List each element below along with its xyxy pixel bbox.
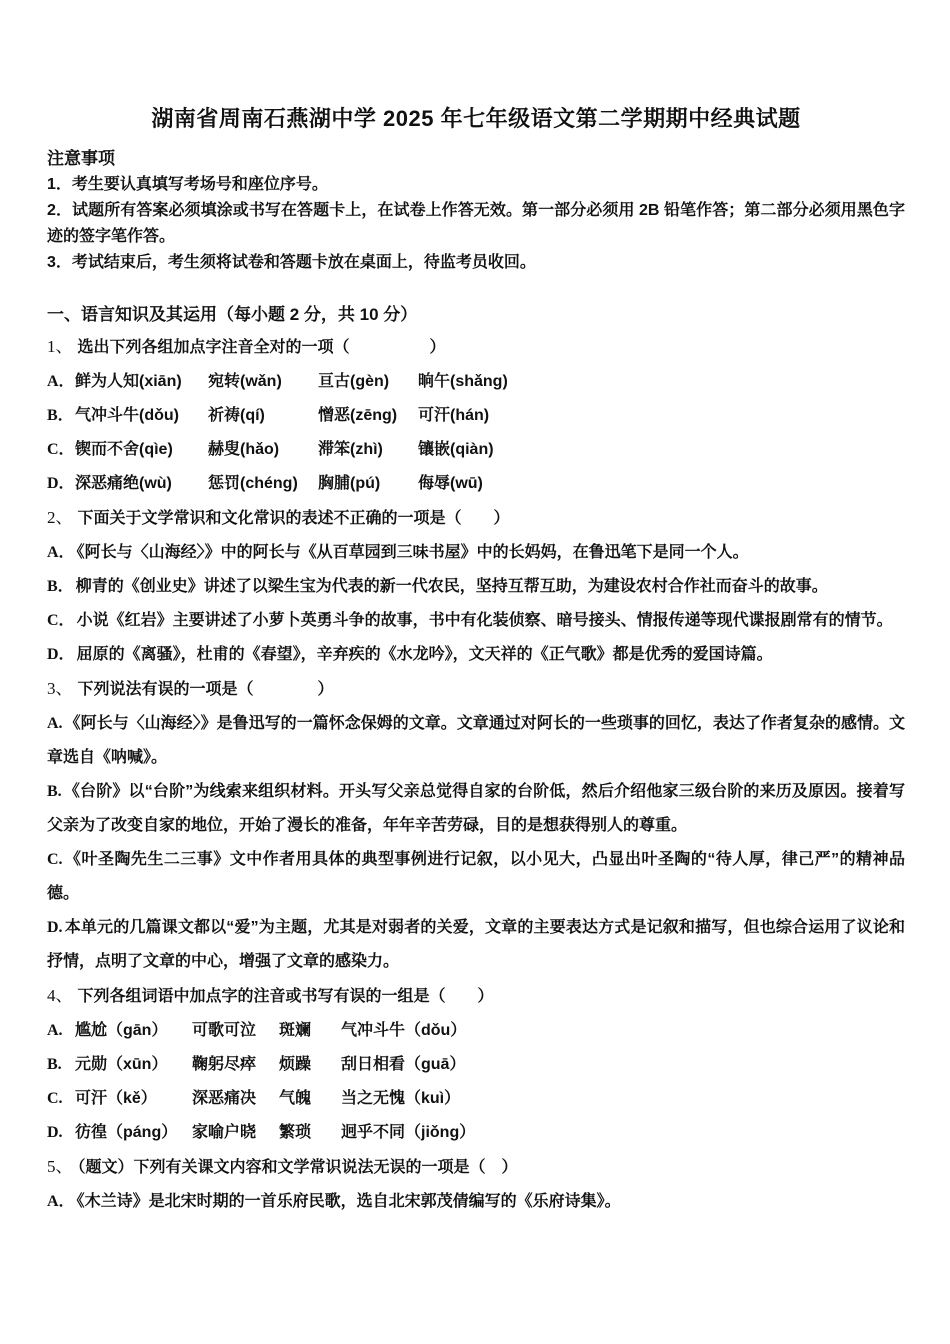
option-term: 可汗(hán) — [418, 407, 490, 424]
question-2-stem-text: 下面关于文学常识和文化常识的表述不正确的一项是（ ） — [77, 510, 510, 527]
option-term: 宛转(wǎn) — [208, 373, 282, 390]
option-label: C． — [47, 441, 75, 458]
option-term: 当之无愧（kuì） — [341, 1090, 461, 1107]
notice-item-1: 1．考生要认真填写考场号和座位序号。 — [47, 176, 328, 193]
option-label: D． — [47, 475, 75, 492]
notice-heading: 注意事项 — [47, 149, 115, 168]
option-term: 胸脯(pú) — [318, 475, 381, 492]
question-4-option-c — [47, 1082, 905, 1116]
option-term: 元勋（xūn） — [75, 1056, 168, 1073]
option-term: 鲜为人知(xiān) — [75, 373, 182, 390]
option-term: 亘古(gèn) — [318, 373, 390, 390]
option-label: A. — [47, 1022, 63, 1039]
option-label: D. — [47, 919, 63, 936]
option-text: 柳青的《创业史》讲述了以梁生宝为代表的新一代农民，坚持互帮互助，为建设农村合作社而奋斗的故事。 — [75, 578, 828, 595]
question-1-option-a — [47, 365, 905, 399]
option-term: 镶嵌(qiàn) — [418, 441, 494, 458]
notice-section — [47, 146, 905, 276]
option-text: 屈原的《离骚》，杜甫的《春望》，辛弃疾的《水龙吟》，文天祥的《正气歌》都是优秀的爱国诗篇。 — [76, 646, 773, 663]
question-1-stem — [47, 330, 905, 365]
option-term: 深恶痛决 — [192, 1090, 257, 1107]
option-term: 滞笨(zhì) — [318, 441, 383, 458]
question-2-number: 2、 — [47, 508, 73, 527]
question-2-option-d — [47, 638, 905, 672]
question-4-stem-text: 下列各组词语中加点字的注音或书写有误的一组是（ ） — [77, 988, 494, 1005]
option-term: 烦躁 — [279, 1056, 312, 1073]
option-label: A． — [47, 544, 75, 561]
question-3-stem-text: 下列说法有误的一项是（ ） — [77, 681, 334, 698]
question-2-option-b — [47, 570, 905, 604]
option-term: 赫叟(hǎo) — [208, 441, 280, 458]
question-2-option-c — [47, 604, 905, 638]
option-term: 家喻户晓 — [192, 1124, 257, 1141]
question-4-option-b — [47, 1048, 905, 1082]
option-text: 本单元的几篇课文都以“爱”为主题，尤其是对弱者的关爱，文章的主要表达方式是记叙和描写，但也综合运用了议论和抒情，点明了文章的中心，增强了文章的感染力。 — [47, 919, 905, 970]
option-term: 可歌可泣 — [192, 1022, 257, 1039]
option-text: 小说《红岩》主要讲述了小萝卜英勇斗争的故事，书中有化装侦察、暗号接头、情报传递等现代谍报剧常有的情节。 — [76, 612, 893, 629]
option-label: A． — [47, 1193, 75, 1210]
notice-item-3: 3．考试结束后，考生须将试卷和答题卡放在桌面上，待监考员收回。 — [47, 254, 536, 271]
question-4-stem — [47, 979, 905, 1014]
option-term: 彷徨（páng） — [75, 1124, 178, 1141]
question-5-option-a — [47, 1185, 905, 1219]
option-text: 《叶圣陶先生二三事》文中作者用具体的典型事例进行记叙，以小见大，凸显出叶圣陶的“待人厚，律己严”的精神品德。 — [47, 851, 905, 902]
option-text: 《木兰诗》是北宋时期的一首乐府民歌，选自北宋郭茂倩编写的《乐府诗集》。 — [76, 1193, 621, 1210]
option-label: C． — [47, 612, 75, 629]
option-term: 迥乎不同（jiǒng） — [341, 1124, 476, 1141]
exam-title: 湖南省周南石燕湖中学 2025 年七年级语文第二学期期中经典试题 — [151, 106, 801, 131]
option-term: 锲而不舍(qìe) — [75, 441, 173, 458]
question-3-number: 3、 — [47, 679, 73, 698]
question-5-number: 5、 — [47, 1157, 73, 1176]
question-4-number: 4、 — [47, 986, 73, 1005]
option-label: B． — [47, 407, 74, 424]
option-text: 《台阶》以“台阶”为线索来组织材料。开头写父亲总觉得自家的台阶低，然后介绍他家三级台阶的来历及原因。接着写父亲为了改变自家的地位，开始了漫长的准备，年年辛苦劳碌，目的是想获得别人的尊重。 — [47, 783, 905, 834]
option-term: 惩罚(chéng) — [208, 475, 298, 492]
option-text: 《阿长与〈山海经〉》是鲁迅写的一篇怀念保姆的文章。文章通过对阿长的一些琐事的回忆，表达了作者复杂的感情。文章选自《呐喊》。 — [47, 715, 905, 766]
option-label: C. — [47, 851, 63, 868]
notice-item-2: 2．试题所有答案必须填涂或书写在答题卡上，在试卷上作答无效。第一部分必须用 2B 铅笔作答；第二部分必须用黑色字迹的签字笔作答。 — [47, 202, 905, 245]
option-term: 憎恶(zēng) — [318, 407, 398, 424]
option-term: 祈祷(qí) — [208, 407, 265, 424]
option-label: D. — [47, 1124, 63, 1141]
option-term: 深恶痛绝(wù) — [75, 475, 172, 492]
option-label: B． — [47, 578, 74, 595]
option-term: 繁琐 — [279, 1124, 312, 1141]
question-4-option-d — [47, 1116, 905, 1150]
question-3-option-b — [47, 775, 905, 843]
option-term: 尴尬（gān） — [75, 1022, 168, 1039]
question-1-option-c — [47, 433, 905, 467]
option-term: 斑斓 — [279, 1022, 312, 1039]
option-label: B. — [47, 783, 62, 800]
option-term: 刮日相看（guā） — [341, 1056, 466, 1073]
question-3-stem — [47, 672, 905, 707]
question-5-stem — [47, 1150, 905, 1185]
question-1-option-d — [47, 467, 905, 501]
option-term: 气魄 — [279, 1090, 312, 1107]
option-term: 可汗（kě） — [75, 1090, 157, 1107]
section-1 — [47, 300, 905, 1219]
option-term: 鞠躬尽瘁 — [192, 1056, 257, 1073]
question-4-option-a — [47, 1014, 905, 1048]
option-label: D． — [47, 646, 75, 663]
question-3-option-d — [47, 911, 905, 979]
question-3-option-c — [47, 843, 905, 911]
option-term: 侮辱(wū) — [418, 475, 483, 492]
question-2-option-a — [47, 536, 905, 570]
section-1-heading: 一、语言知识及其运用（每小题 2 分，共 10 分） — [47, 305, 418, 324]
option-term: 气冲斗牛（dǒu） — [341, 1022, 467, 1039]
question-2-stem — [47, 501, 905, 536]
question-1-number: 1、 — [47, 337, 73, 356]
option-label: A． — [47, 373, 75, 390]
option-label: C. — [47, 1090, 63, 1107]
option-label: B. — [47, 1056, 62, 1073]
option-text: 《阿长与〈山海经〉》中的阿长与《从百草园到三味书屋》中的长妈妈，在鲁迅笔下是同一个人。 — [76, 544, 749, 561]
option-term: 晌午(shǎng) — [418, 373, 508, 390]
question-1-option-b — [47, 399, 905, 433]
option-label: A. — [47, 715, 63, 732]
question-5-stem-text: （题文）下列有关课文内容和文学常识说法无误的一项是（ ） — [77, 1159, 518, 1176]
option-term: 气冲斗牛(dǒu) — [75, 407, 179, 424]
question-3-option-a — [47, 707, 905, 775]
question-1-stem-text: 选出下列各组加点字注音全对的一项（ ） — [77, 339, 446, 356]
